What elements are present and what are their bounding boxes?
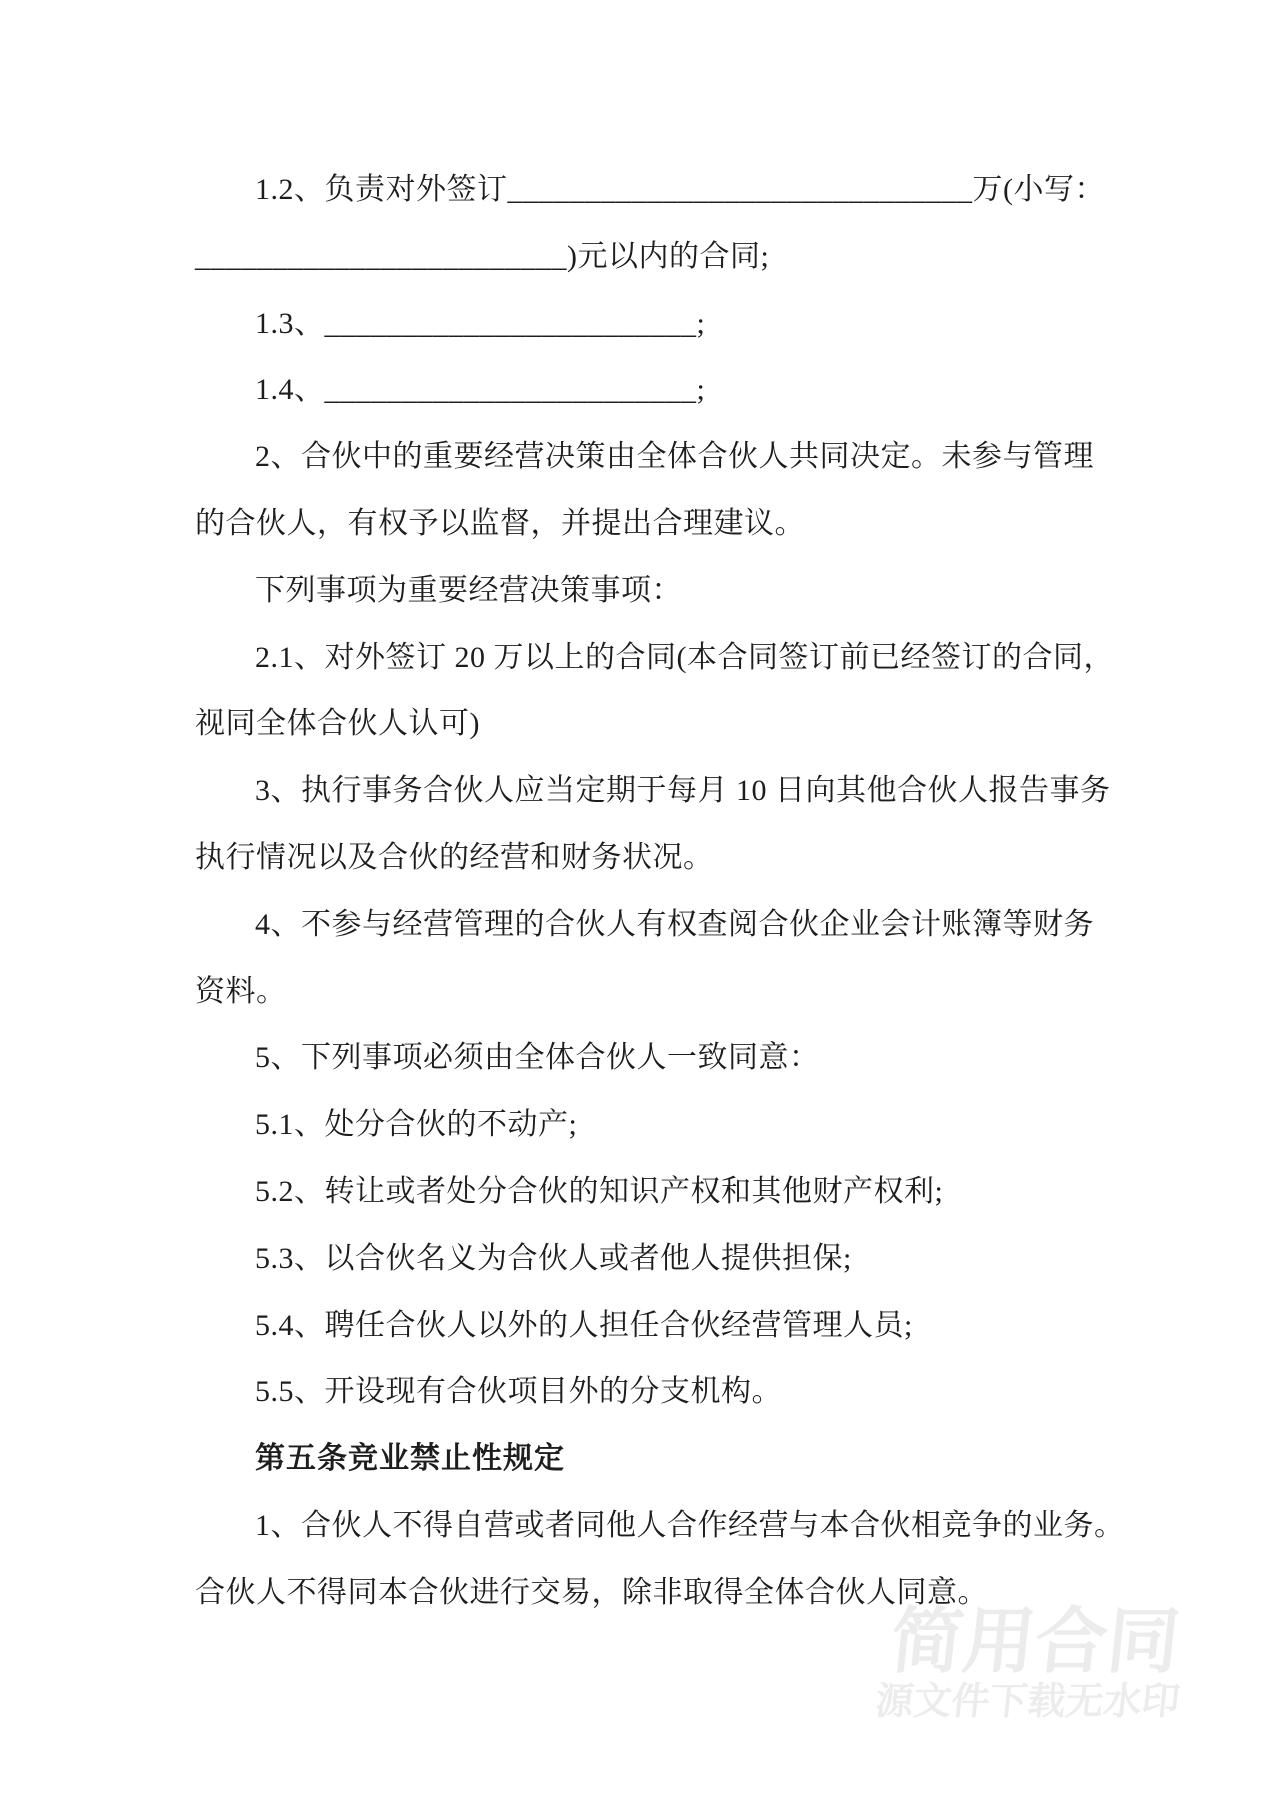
text-line: 合伙人不得同本合伙进行交易，除非取得全体合伙人同意。 [195, 1575, 988, 1609]
text-line: 5.2、转让或者处分合伙的知识产权和其他财产权利; [255, 1174, 944, 1208]
text-line: 5、下列事项必须由全体合伙人一致同意： [255, 1041, 820, 1075]
section-heading: 第五条竞业禁止性规定 [255, 1442, 565, 1476]
text-line: 4、不参与经营管理的合伙人有权查阅合伙企业会计账簿等财务 [255, 907, 1094, 941]
watermark-subtitle: 源文件下载无水印 [873, 1681, 1182, 1723]
text-line: 执行情况以及合伙的经营和财务状况。 [195, 840, 714, 874]
text-line: 2.1、对外签订 20 万以上的合同(本合同签订前已经签订的合同， [255, 640, 1114, 674]
text-line: 1.2、负责对外签订______________________________万(小写： [255, 173, 1105, 206]
text-line: 视同全体合伙人认可) [195, 707, 480, 741]
text-line: 5.3、以合伙名义为合伙人或者他人提供担保; [255, 1241, 852, 1275]
text-line: 5.1、处分合伙的不动产; [255, 1108, 578, 1142]
document-body [195, 157, 1125, 1627]
text-line: 2、合伙中的重要经营决策由全体合伙人共同决定。未参与管理 [255, 440, 1094, 474]
watermark-title: 简用合同 [887, 1602, 1184, 1682]
text-line: 1、合伙人不得自营或者同他人合作经营与本合伙相竞争的业务。 [255, 1508, 1125, 1542]
text-line: 3、执行事务合伙人应当定期于每月 10 日向其他合伙人报告事务 [255, 774, 1111, 808]
text-line: 5.4、聘任合伙人以外的人担任合伙经营管理人员; [255, 1308, 913, 1342]
text-line: 下列事项为重要经营决策事项： [255, 573, 682, 607]
text-line: 5.5、开设现有合伙项目外的分支机构。 [255, 1375, 782, 1409]
text-line: 的合伙人，有权予以监督，并提出合理建议。 [195, 506, 805, 540]
text-line: 资料。 [195, 974, 287, 1008]
text-line: 1.4、________________________; [255, 373, 706, 407]
text-line: ________________________)元以内的合同; [195, 239, 770, 273]
text-line: 1.3、________________________; [255, 306, 706, 340]
